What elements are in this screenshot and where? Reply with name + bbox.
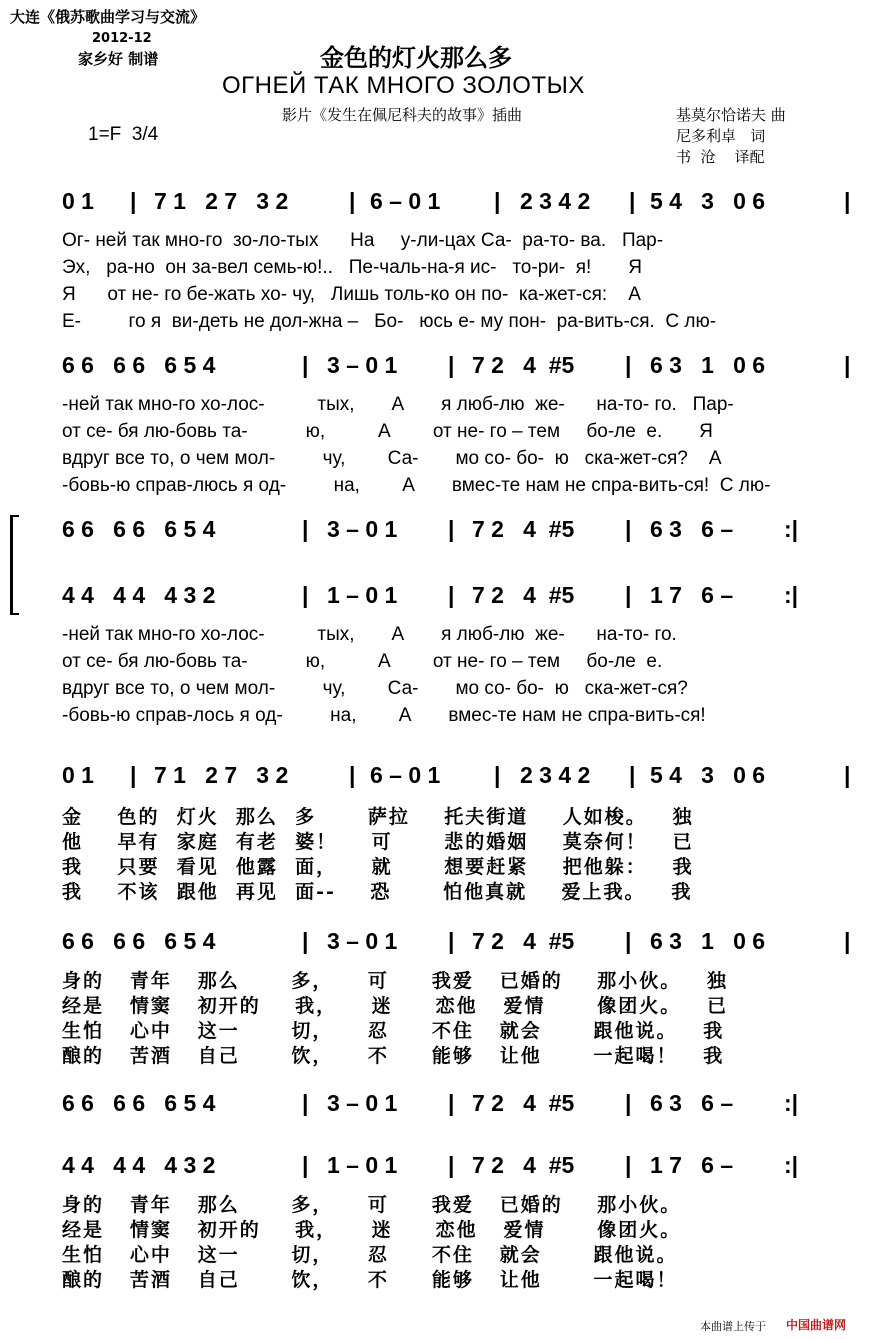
- notation-measure: 6 6 6 6 6 5 4: [62, 352, 216, 378]
- notation-measure: 1 7 6 –: [650, 1152, 734, 1178]
- barline: |: [130, 188, 137, 214]
- barline: |: [625, 1090, 632, 1116]
- film-subtitle: 影片《发生在佩尼科夫的故事》插曲: [282, 106, 523, 124]
- repeat-barline: :|: [784, 1090, 799, 1116]
- lyric-line: -ней так мно-го хо-лос- тых, А я люб-лю же- на-то- го.: [62, 624, 677, 645]
- lyricist-credit: 尼多利卓 词: [676, 127, 766, 145]
- notation-row: [62, 1150, 852, 1184]
- lyric-line: 酿的 苦酒 自己 饮， 不 能够 让他 一起喝！: [62, 1269, 678, 1291]
- notation-measure: 7 2 4 #5: [472, 928, 575, 954]
- lyric-line: Эх, ра-но он за-вел семь-ю!.. Пе-чаль-на-я ис- то-ри- я! Я: [62, 257, 643, 278]
- barline: |: [302, 1090, 309, 1116]
- title-russian: ОГНЕЙ ТАК МНОГО ЗОЛОТЫХ: [222, 72, 585, 99]
- notation-measure: 4 4 4 4 4 3 2: [62, 1152, 216, 1178]
- lyric-line: 我 只要 看见 他露 面， 就 想要赶紧 把他躲： 我: [62, 856, 694, 878]
- lyric-line: от се- бя лю-бовь та- ю, А от не- го – тем бо-ле е.: [62, 651, 663, 672]
- notation-measure: 7 2 4 #5: [472, 1090, 575, 1116]
- notation-measure: 5 4 3 0 6: [650, 762, 766, 788]
- barline: |: [302, 1152, 309, 1178]
- notation-measure: 7 1 2 7 3 2: [154, 762, 289, 788]
- site-logo: 中国曲谱网: [786, 1318, 847, 1332]
- barline: |: [494, 762, 501, 788]
- barline: |: [349, 188, 356, 214]
- notation-measure: 7 2 4 #5: [472, 1152, 575, 1178]
- notation-measure: 0 1: [62, 762, 94, 788]
- notation-measure: 5 4 3 0 6: [650, 188, 766, 214]
- barline: |: [844, 352, 851, 378]
- composer-credit: 基莫尔恰诺夫 曲: [676, 106, 786, 124]
- translator-credit: 书 沧 译配: [676, 148, 765, 166]
- notation-measure: 2 3 4 2: [520, 188, 591, 214]
- barline: |: [448, 582, 455, 608]
- barline: |: [494, 188, 501, 214]
- barline: |: [130, 762, 137, 788]
- lyric-line: -бовь-ю справ-люсь я од- на, А вмес-те нам не спра-вить-ся! С лю-: [62, 475, 771, 496]
- barline: |: [302, 352, 309, 378]
- notation-measure: 6 6 6 6 6 5 4: [62, 1090, 216, 1116]
- lyric-line: 生怕 心中 这一 切， 忍 不住 就会 跟他说。 我: [62, 1020, 725, 1042]
- barline: |: [448, 352, 455, 378]
- notation-row: [62, 926, 852, 960]
- lyric-line: 经是 情窦 初开的 我， 迷 恋他 爱情 像团火。: [62, 1219, 682, 1241]
- barline: |: [844, 188, 851, 214]
- lyric-line: вдруг все то, о чем мол- чу, Са- мо со- бо- ю ска-жет-ся? А: [62, 448, 722, 469]
- notation-measure: 6 3 1 0 6: [650, 352, 766, 378]
- notation-row: [62, 514, 852, 548]
- key-signature: 1=F 3/4: [88, 124, 159, 145]
- notation-row: [62, 760, 852, 794]
- notation-measure: 6 3 1 0 6: [650, 928, 766, 954]
- upload-note: 本曲谱上传于: [700, 1320, 766, 1333]
- lyric-line: -ней так мно-го хо-лос- тых, А я люб-лю же- на-то- го. Пар-: [62, 394, 734, 415]
- notation-measure: 2 3 4 2: [520, 762, 591, 788]
- lyric-line: 他 早有 家庭 有老 婆！ 可 悲的婚姻 莫奈何！ 已: [62, 831, 694, 853]
- barline: |: [625, 1152, 632, 1178]
- barline: |: [625, 352, 632, 378]
- barline: |: [625, 516, 632, 542]
- notation-row: [62, 580, 852, 614]
- barline: |: [448, 1152, 455, 1178]
- barline: |: [448, 516, 455, 542]
- lyric-line: Я от не- го бе-жать хо- чу, Лишь толь-ко он по- ка-жет-ся: А: [62, 284, 641, 305]
- lyric-line: 我 不该 跟他 再见 面-- 恐 怕他真就 爱上我。 我: [62, 881, 693, 903]
- notation-measure: 3 – 0 1: [327, 516, 398, 542]
- notation-row: [62, 186, 852, 220]
- maker-label: 家乡好 制谱: [78, 50, 159, 68]
- notation-measure: 1 7 6 –: [650, 582, 734, 608]
- notation-measure: 6 3 6 –: [650, 1090, 734, 1116]
- notation-measure: 6 3 6 –: [650, 516, 734, 542]
- repeat-barline: :|: [784, 516, 799, 542]
- lyric-line: 酿的 苦酒 自己 饮， 不 能够 让他 一起喝！ 我: [62, 1045, 725, 1067]
- notation-measure: 7 1 2 7 3 2: [154, 188, 289, 214]
- system-bracket: [10, 515, 19, 615]
- lyric-line: 身的 青年 那么 多， 可 我爱 已婚的 那小伙。: [62, 1194, 682, 1216]
- title-chinese: 金色的灯火那么多: [320, 43, 512, 72]
- barline: |: [302, 582, 309, 608]
- notation-measure: 7 2 4 #5: [472, 352, 575, 378]
- barline: |: [844, 928, 851, 954]
- lyric-line: -бовь-ю справ-лось я од- на, А вмес-те нам не спра-вить-ся!: [62, 705, 706, 726]
- notation-measure: 3 – 0 1: [327, 1090, 398, 1116]
- publisher-label: 大连《俄苏歌曲学习与交流》: [10, 8, 206, 26]
- lyric-line: Ог- ней так мно-го зо-ло-тых На у-ли-цах Са- ра-то- ва. Пар-: [62, 230, 664, 251]
- repeat-barline: :|: [784, 582, 799, 608]
- barline: |: [349, 762, 356, 788]
- notation-row: [62, 1088, 852, 1122]
- notation-measure: 7 2 4 #5: [472, 516, 575, 542]
- notation-measure: 6 – 0 1: [370, 762, 441, 788]
- barline: |: [448, 928, 455, 954]
- notation-row: [62, 350, 852, 384]
- lyric-line: 身的 青年 那么 多， 可 我爱 已婚的 那小伙。 独: [62, 970, 729, 992]
- notation-measure: 3 – 0 1: [327, 352, 398, 378]
- barline: |: [625, 928, 632, 954]
- lyric-line: от се- бя лю-бовь та- ю, А от не- го – тем бо-ле е. Я: [62, 421, 713, 442]
- notation-measure: 4 4 4 4 4 3 2: [62, 582, 216, 608]
- repeat-barline: :|: [784, 1152, 799, 1178]
- notation-measure: 6 6 6 6 6 5 4: [62, 928, 216, 954]
- barline: |: [302, 928, 309, 954]
- notation-measure: 6 – 0 1: [370, 188, 441, 214]
- lyric-line: вдруг все то, о чем мол- чу, Са- мо со- бо- ю ска-жет-ся?: [62, 678, 688, 699]
- barline: |: [625, 582, 632, 608]
- barline: |: [629, 762, 636, 788]
- lyric-line: Е- го я ви-деть не дол-жна – Бо- юсь е- му пон- ра-вить-ся. С лю-: [62, 311, 717, 332]
- barline: |: [629, 188, 636, 214]
- notation-measure: 1 – 0 1: [327, 1152, 398, 1178]
- lyric-line: 经是 情窦 初开的 我， 迷 恋他 爱情 像团火。 已: [62, 995, 729, 1017]
- notation-measure: 6 6 6 6 6 5 4: [62, 516, 216, 542]
- notation-measure: 3 – 0 1: [327, 928, 398, 954]
- notation-measure: 0 1: [62, 188, 94, 214]
- barline: |: [302, 516, 309, 542]
- barline: |: [844, 762, 851, 788]
- notation-measure: 7 2 4 #5: [472, 582, 575, 608]
- lyric-line: 金 色的 灯火 那么 多 萨拉 托夫街道 人如梭。 独: [62, 806, 694, 828]
- lyric-line: 生怕 心中 这一 切， 忍 不住 就会 跟他说。: [62, 1244, 678, 1266]
- notation-measure: 1 – 0 1: [327, 582, 398, 608]
- barline: |: [448, 1090, 455, 1116]
- date-label: 2012-12: [92, 31, 152, 46]
